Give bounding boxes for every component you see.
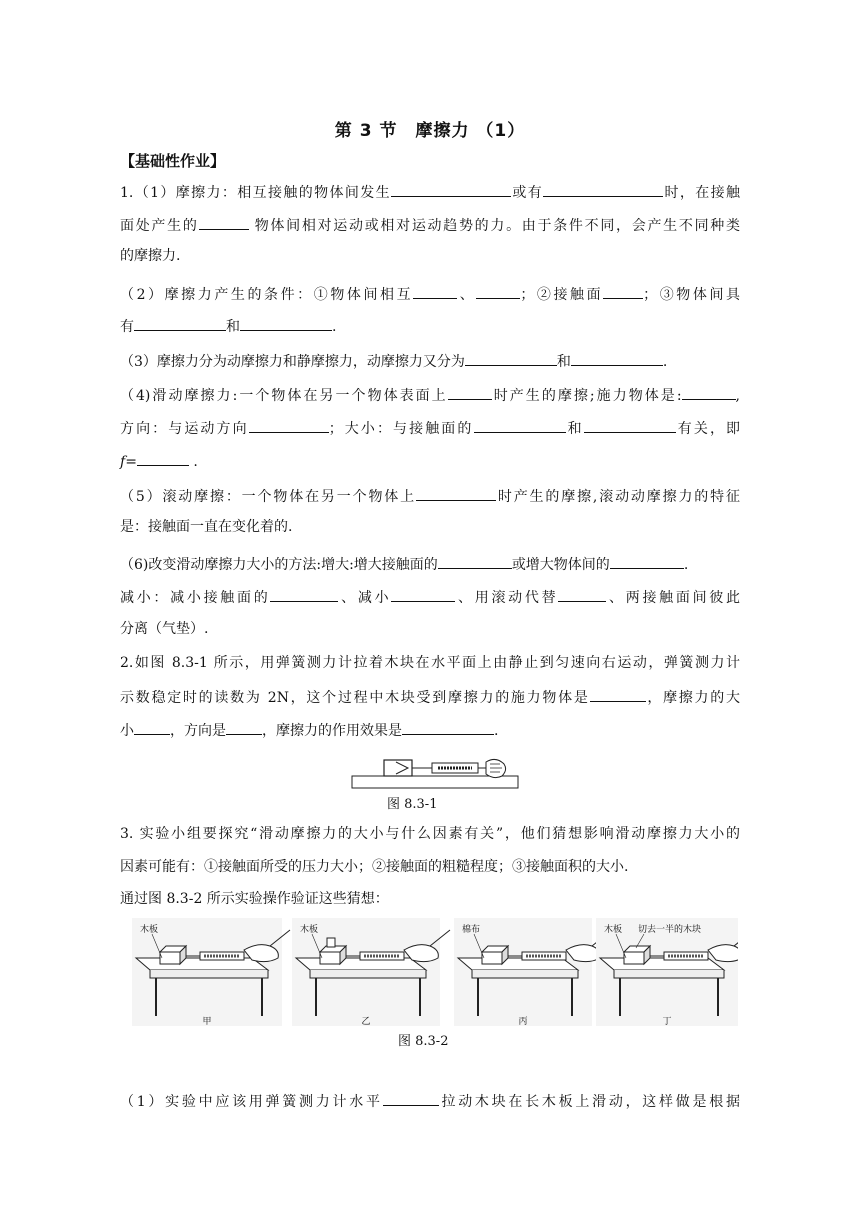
blank[interactable]	[134, 315, 226, 331]
blank[interactable]	[438, 553, 512, 569]
table-edge	[150, 970, 268, 978]
page-title: 第 3 节 摩擦力 （1）	[334, 121, 526, 141]
q1-line-10: （5）滚动摩擦：一个物体在另一个物体上 时产生的摩擦,滚动动摩擦力的特征	[120, 485, 740, 507]
panel-label: 丁	[662, 1017, 672, 1027]
q1-line-14: 分离（气垫）.	[120, 621, 209, 637]
blank[interactable]	[199, 214, 249, 230]
experiment-panel	[454, 918, 612, 1027]
blank[interactable]	[416, 485, 496, 501]
section-heading: 【基础性作业】	[120, 152, 226, 170]
blank[interactable]	[240, 315, 332, 331]
q1-line-1: 1.（1）摩擦力：相互接触的物体间发生 或有 时，在接触	[120, 181, 740, 203]
blank[interactable]	[476, 283, 520, 299]
hand-icon	[486, 759, 506, 777]
q1-line-4: （2）摩擦力产生的条件：①物体间相互 、 ；②接触面 ；③物体间具	[120, 283, 740, 305]
blank[interactable]	[134, 719, 170, 735]
q3-line-3: 通过图 8.3-2 所示实验操作验证这些猜想：	[120, 891, 389, 907]
blank[interactable]	[413, 283, 457, 299]
panel-label: 甲	[202, 1017, 212, 1027]
q2-line-1: 2.如图 8.3-1 所示，用弹簧测力计拉着木块在水平面上由静止到匀速向右运动，弹簧测力计	[120, 655, 740, 671]
q1-line-12: （6)改变滑动摩擦力大小的方法:增大:增大接触面的 或增大物体间的 .	[120, 553, 740, 575]
blank[interactable]	[270, 586, 338, 602]
weight	[327, 938, 335, 947]
blank[interactable]	[391, 181, 511, 197]
figure-8-3-2	[132, 918, 738, 1030]
blank[interactable]	[474, 417, 566, 433]
wood-block	[482, 952, 502, 964]
panel-label: 乙	[361, 1017, 371, 1027]
q2-line-3: 小 ，方向是 ，摩擦力的作用效果是 .	[120, 719, 740, 741]
q1-line-2: 面处产生的 物体间相对运动或相对运动趋势的力。由于条件不同，会产生不同种类	[120, 214, 740, 236]
blank[interactable]	[682, 384, 736, 400]
experiment-panel	[596, 918, 738, 1027]
blank[interactable]	[543, 181, 663, 197]
wood-block	[624, 952, 644, 964]
experiment-panel	[132, 918, 290, 1027]
table-edge	[472, 970, 578, 978]
surface-label: 棉布	[462, 925, 481, 935]
q1-line-13: 减小：减小接触面的 、减小 、用滚动代替 、两接触面间彼此	[120, 586, 740, 608]
q3-line-2: 因素可能有：①接触面所受的压力大小；②接触面的粗糙程度；③接触面积的大小.	[120, 859, 629, 875]
q1-line-5: 有 和 .	[120, 315, 740, 337]
panel-label: 丙	[518, 1017, 528, 1027]
wood-block	[160, 952, 180, 964]
figure-caption: 图 8.3-1	[387, 797, 438, 812]
table-edge	[310, 970, 426, 978]
q1-line-6: （3）摩擦力分为动摩擦力和静摩擦力，动摩擦力又分为 和 .	[120, 350, 740, 372]
table-edge	[614, 970, 724, 978]
q2-line-2: 示数稳定时的读数为 2N，这个过程中木块受到摩擦力的施力物体是 ，摩擦力的大	[120, 686, 740, 708]
wood-block	[320, 952, 340, 964]
blank[interactable]	[249, 417, 329, 433]
q3-sub-1: （1）实验中应该用弹簧测力计水平 拉动木块在长木板上滑动，这样做是根据	[120, 1090, 740, 1112]
blank[interactable]	[603, 283, 643, 299]
surface-label: 木板	[300, 925, 319, 935]
surface-label: 木板	[604, 925, 623, 935]
blank[interactable]	[584, 417, 676, 433]
blank[interactable]	[226, 719, 262, 735]
blank[interactable]	[383, 1090, 439, 1106]
q3-line-1: 3. 实验小组要探究“滑动摩擦力的大小与什么因素有关”，他们猜想影响滑动摩擦力大小的	[120, 826, 740, 842]
q1-line-7: （4)滑动摩擦力:一个物体在另一个物体表面上 时产生的摩擦;施力物体是: ,	[120, 384, 740, 406]
q1-line-9: f= .	[120, 450, 740, 472]
figure-caption: 图 8.3-2	[398, 1034, 449, 1049]
q1-line-11: 是：接触面一直在变化着的.	[120, 519, 293, 535]
blank[interactable]	[137, 450, 189, 466]
q1-line-3: 的摩擦力.	[120, 248, 181, 264]
blank[interactable]	[590, 686, 646, 702]
experiment-panel	[292, 918, 450, 1027]
surface-label: 木板	[140, 925, 159, 935]
blank[interactable]	[448, 384, 492, 400]
blank[interactable]	[391, 586, 455, 602]
blank[interactable]	[558, 586, 606, 602]
figure-8-3-1	[350, 752, 520, 790]
blank[interactable]	[465, 350, 557, 366]
block-note: 切去一半的木块	[638, 925, 702, 935]
blank[interactable]	[402, 719, 494, 735]
blank[interactable]	[571, 350, 663, 366]
blank[interactable]	[610, 553, 684, 569]
q1-line-8: 方向：与运动方向 ；大小：与接触面的 和 有关，即	[120, 417, 740, 439]
